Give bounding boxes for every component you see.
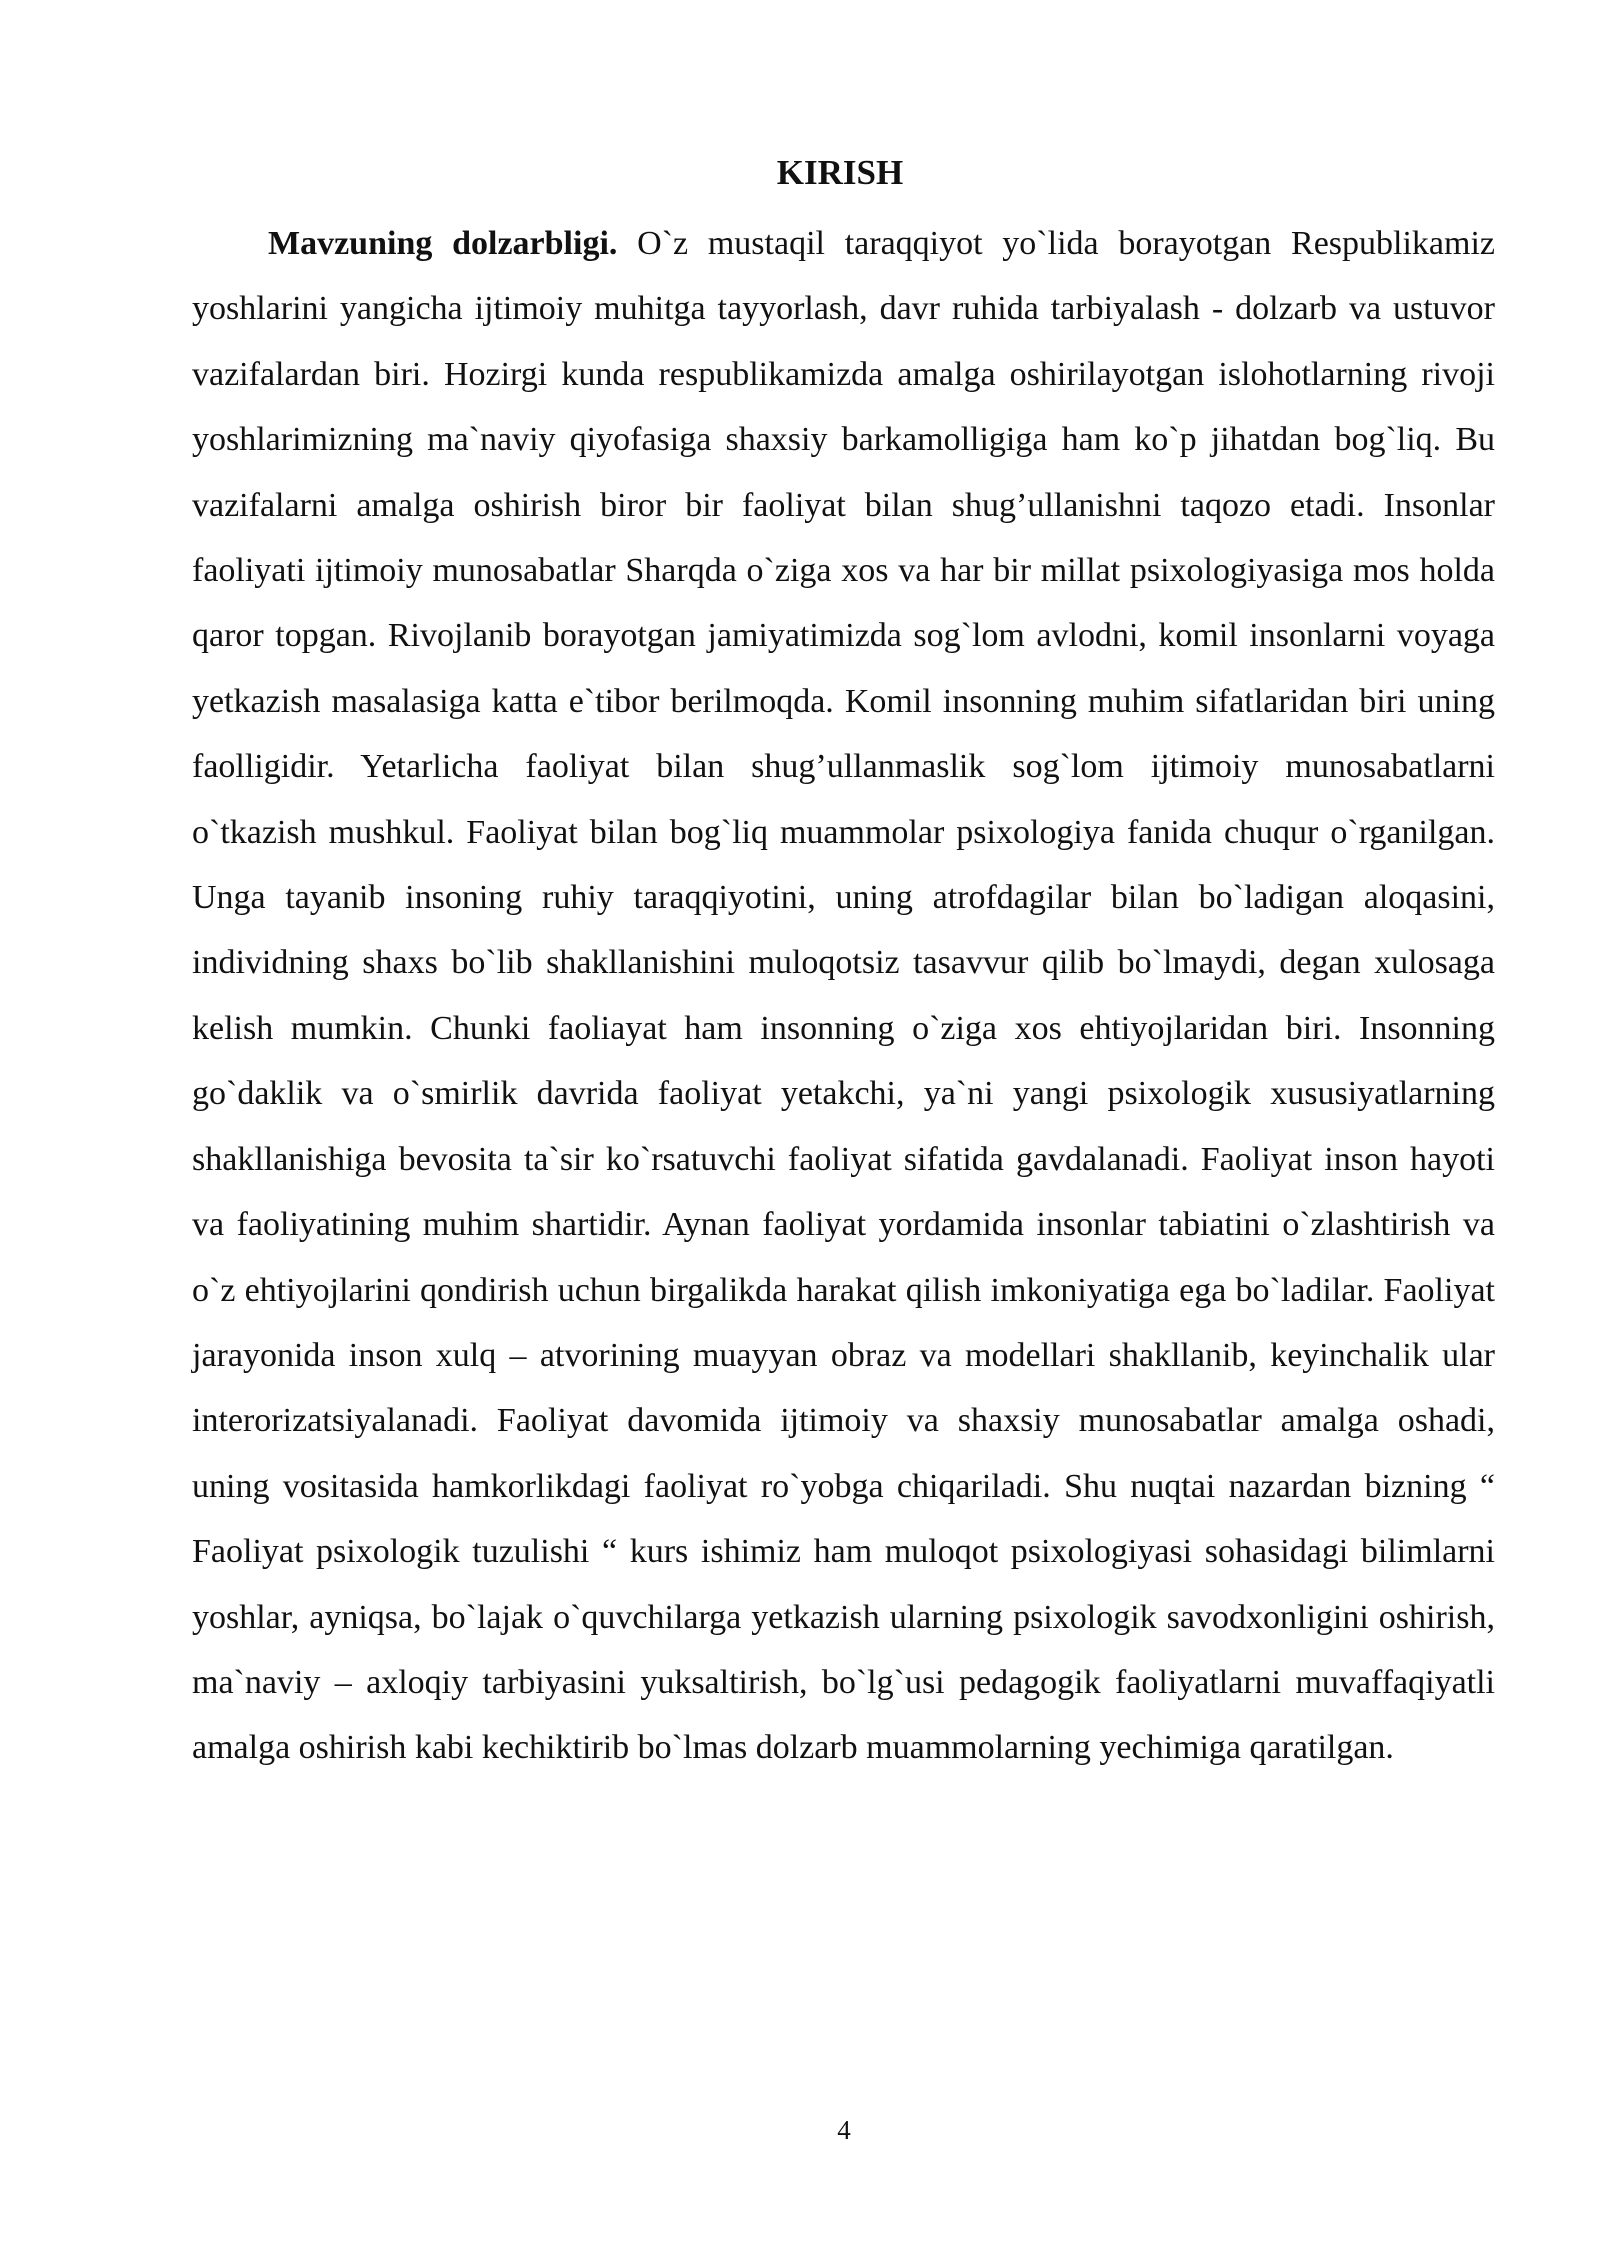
body-paragraph: [192, 211, 1495, 1781]
section-heading: KIRISH: [776, 153, 904, 192]
paragraph-lead: Mavzuning dolzarbligi.: [268, 225, 618, 262]
page-number: 4: [837, 2115, 851, 2145]
paragraph-body: O`z mustaqil taraqqiyot yo`lida borayotgan Respublikamiz yoshlarini yangicha ijtimoiy muhitga tayyorlash, davr ruhida tarbiyalash - dolzarb va ustuvor vazifalardan biri. Hozirgi kunda respublikamizda amalga oshirilayotgan islohotlarning rivoji yoshlarimizning ma`naviy qiyofasiga shaxsiy barkamolligiga ham ko`p jihatdan bog`liq. Bu vazifalarni amalga oshirish biror bir faoliyat bilan shug’ullanishni taqozo etadi. Insonlar faoliyati ijtimoiy munosabatlar Sharqda o`ziga xos va har bir millat psixologiyasiga mos holda qaror topgan. Rivojlanib borayotgan jamiyatimizda sog`lom avlodni, komil insonlarni voyaga yetkazish masalasiga katta e`tibor berilmoqda. Komil insonning muhim sifatlaridan biri uning faolligidir. Yetarlicha faoliyat bilan shug’ullanmaslik sog`lom ijtimoiy munosabatlarni o`tkazish mushkul. Faoliyat bilan bog`liq muammolar psixologiya fanida chuqur o`rganilgan. Unga tayanib insoning ruhiy taraqqiyotini, uning atrofdagilar bilan bo`ladigan aloqasini, individning shaxs bo`lib shakllanishini muloqotsiz tasavvur qilib bo`lmaydi, degan xulosaga kelish mumkin. Chunki faoliayat ham insonning o`ziga xos ehtiyojlaridan biri. Insonning go`daklik va o`smirlik davrida faoliyat yetakchi, ya`ni yangi psixologik xususiyatlarning shakllanishiga bevosita ta`sir ko`rsatuvchi faoliyat sifatida gavdalanadi. Faoliyat inson hayoti va faoliyatining muhim shartidir. Aynan faoliyat yordamida insonlar tabiatini o`zlashtirish va o`z ehtiyojlarini qondirish uchun birgalikda harakat qilish imkoniyatiga ega bo`ladilar. Faoliyat jarayonida inson xulq – atvorining muayyan obraz va modellari shakllanib, keyinchalik ular interorizatsiyalanadi. Faoliyat davomida ijtimoiy va shaxsiy munosabatlar amalga oshadi, uning vositasida hamkorlikdagi faoliyat ro`yobga chiqariladi. Shu nuqtai nazardan bizning “ Faoliyat psixologik tuzulishi “ kurs ishimiz ham muloqot psixologiyasi sohasidagi bilimlarni yoshlar, ayniqsa, bo`lajak o`quvchilarga yetkazish ularning psixologik savodxonligini oshirish, ma`naviy – axloqiy tarbiyasini yuksaltirish, bo`lg`usi pedagogik faoliyatlarni muvaffaqiyatli amalga oshirish kabi kechiktirib bo`lmas dolzarb muammolarning yechimiga qaratilgan.: [192, 225, 1496, 1767]
